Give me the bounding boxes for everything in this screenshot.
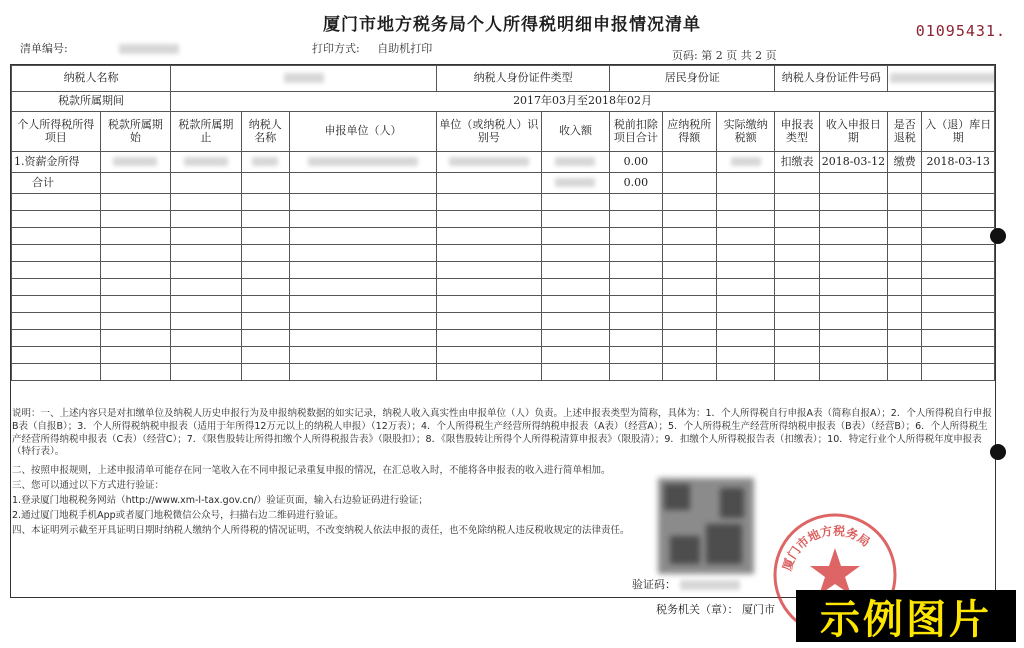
storage-date: 2018-03-13 — [922, 152, 995, 173]
list-number — [20, 40, 179, 56]
taxpayer-name-label: 纳税人名称 — [12, 66, 171, 92]
column-header: 税款所属期止 — [171, 112, 242, 152]
column-header: 应纳税所得额 — [662, 112, 716, 152]
punch-hole — [990, 444, 1006, 460]
id-number-label: 纳税人身份证件号码 — [775, 66, 888, 92]
table-row — [12, 152, 995, 173]
verify-code-redacted — [680, 580, 740, 590]
verify-code-label: 验证码： — [632, 578, 676, 591]
period-label: 税款所属期间 — [12, 92, 171, 112]
column-header: 收入申报日期 — [819, 112, 887, 152]
svg-text:厦门市地方税务局: 厦门市地方税务局 — [779, 523, 873, 573]
id-type-value: 居民身份证 — [610, 66, 775, 92]
deduction-value: 0.00 — [610, 152, 662, 173]
table-row-total — [12, 173, 995, 194]
column-header: 申报表类型 — [775, 112, 819, 152]
column-header: 收入额 — [541, 112, 609, 152]
print-mode-value: 自助机打印 — [377, 42, 433, 55]
column-header: 纳税人名称 — [241, 112, 289, 152]
id-type-label: 纳税人身份证件类型 — [437, 66, 610, 92]
column-header: 个人所得税所得项目 — [12, 112, 101, 152]
note-item: 1.登录厦门地税税务网站（http://www.xm-l-tax.gov.cn/）验证页面，输入右边验证码进行验证； — [12, 494, 428, 506]
total-deduction: 0.00 — [610, 173, 662, 194]
authority-label: 税务机关（章）： — [656, 603, 739, 616]
document-title: 厦门市地方税务局个人所得税明细申报情况清单 — [323, 15, 701, 35]
column-header: 申报单位（人） — [289, 112, 436, 152]
sample-watermark: 示例图片 — [796, 590, 1016, 642]
note-item: 2.通过厦门地税手机App或者厦门地税微信公众号，扫描右边二维码进行验证。 — [12, 509, 344, 521]
id-number-value — [888, 66, 995, 92]
note-item: 二、按照申报规则，上述申报清单可能存在同一笔收入在不同申报记录重复申报的情况，在汇总收入时，不能将各申报表的收入进行简单相加。 — [12, 465, 611, 477]
authority-value: 厦门市 — [742, 603, 775, 616]
declare-date: 2018-03-12 — [819, 152, 887, 173]
total-label: 合计 — [12, 173, 101, 194]
column-header-row — [12, 112, 995, 152]
form-type: 扣缴表 — [775, 152, 819, 173]
column-header: 单位（或纳税人）识别号 — [437, 112, 542, 152]
column-header: 是否退税 — [888, 112, 922, 152]
verify-code — [632, 576, 740, 592]
page-indicator: 页码: 第 2 页 共 2 页 — [672, 49, 777, 62]
period-value: 2017年03月至2018年02月 — [171, 92, 995, 112]
note-item: 四、本证明列示截至开具证明日期时纳税人缴纳个人所得税的情况证明，不改变纳税人依法申报的责任，也不免除纳税人违反税收规定的法律责任。 — [12, 524, 630, 536]
print-mode-label: 打印方式: — [312, 42, 360, 55]
qr-code-redacted — [658, 478, 754, 574]
tax-authority — [656, 601, 775, 617]
list-number-redacted — [119, 44, 179, 54]
print-mode — [312, 40, 432, 56]
column-header: 税款所属期始 — [100, 112, 171, 152]
income-item: 1.资薪金所得 — [12, 152, 101, 173]
note-item: 三、您可以通过以下方式进行验证： — [12, 480, 165, 492]
taxpayer-name-value — [171, 66, 437, 92]
refund-status: 缴费 — [888, 152, 922, 173]
list-number-label: 清单编号: — [20, 42, 68, 55]
column-header: 税前扣除项目合计 — [610, 112, 662, 152]
column-header: 入（退）库日期 — [922, 112, 995, 152]
column-header: 实际缴纳税额 — [716, 112, 774, 152]
note-item: 说明：一、上述内容只是对扣缴单位及纳税人历史申报行为及申报纳税数据的如实记录，纳税人收入真实性由申报单位（人）负责。上述申报表类型为简称，具体为：1．个人所得税自行申报A表（简称自报A）；2．个人所得税自行申报B表（自报B）；3．个人所得税纳税申报表（适用于年所得12万元以上的纳税人申报）（12万表）；4．个人所得税生产经营所得纳税申报表（A表）（经营A）；5．个人所得税生产经营所得纳税申报表（B表）（经营B）；6．个人所得税生产经营所得纳税申报表（C表）（经营C）；7．《限售股转让所得扣缴个人所得税报告表》（限股扣）；8．《限售股转让所得个人所得税清算申报表》（限股清）；9．扣缴个人所得税报告表（扣缴表）；10．特定行业个人所得税年度申报表（特行表）。 — [12, 408, 992, 458]
punch-hole — [990, 228, 1006, 244]
serial-number: 01095431. — [915, 22, 1006, 40]
